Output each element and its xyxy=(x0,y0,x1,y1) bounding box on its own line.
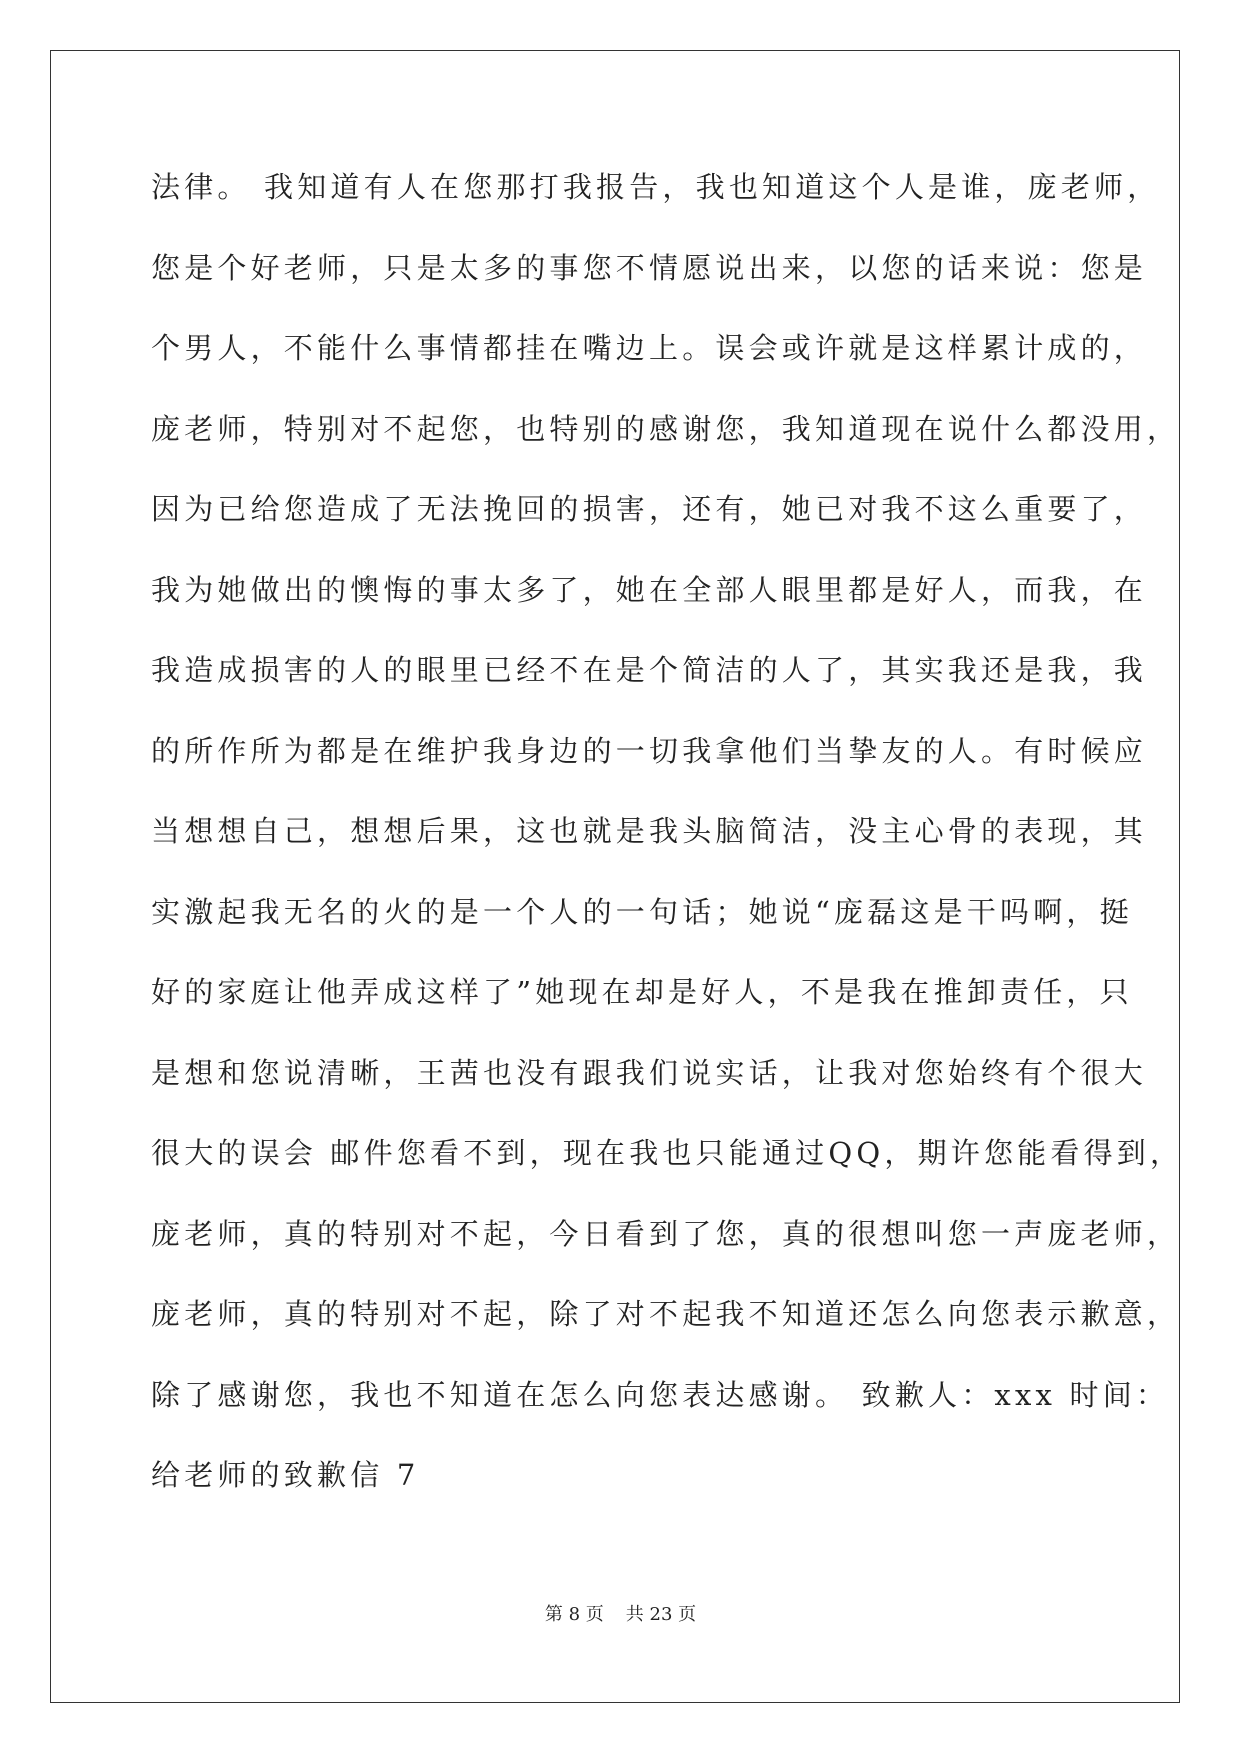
text-line-10: 实激起我无名的火的是一个人的一句话；她说“庞磊这是干吗啊，挺 xyxy=(151,894,1133,929)
text-line-2: 您是个好老师，只是太多的事您不情愿说出来，以您的话来说：您是 xyxy=(151,250,1148,285)
text-line-11: 好的家庭让他弄成这样了”她现在却是好人，不是我在推卸责任，只 xyxy=(151,975,1133,1009)
text-line-15: 庞老师，真的特别对不起，除了对不起我不知道还怎么向您表示歉意， xyxy=(151,1297,1181,1331)
text-line-1: 法律。 我知道有人在您那打我报告，我也知道这个人是谁，庞老师， xyxy=(151,170,1161,204)
text-line-3: 个男人，不能什么事情都挂在嘴边上。误会或许就是这样累计成的， xyxy=(151,331,1148,365)
text-line-7: 我造成损害的人的眼里已经不在是个简洁的人了，其实我还是我，我 xyxy=(151,653,1148,687)
text-line-12: 是想和您说清晰，王茜也没有跟我们说实话，让我对您始终有个很大 xyxy=(151,1055,1148,1090)
page-number-total: 共 23 页 xyxy=(625,1604,697,1625)
text-line-13: 很大的误会 邮件您看不到，现在我也只能通过QQ，期许您能看得到， xyxy=(151,1136,1184,1170)
text-line-16: 除了感谢您，我也不知道在怎么向您表达感谢。 致歉人：xxx 时间： xyxy=(151,1377,1170,1412)
text-line-9: 当想想自己，想想后果，这也就是我头脑简洁，没主心骨的表现，其 xyxy=(151,814,1148,848)
text-line-4: 庞老师，特别对不起您，也特别的感谢您，我知道现在说什么都没用， xyxy=(151,411,1181,446)
page-number-current: 第 8 页 xyxy=(544,1604,604,1625)
section-heading: 给老师的致歉信 7 xyxy=(151,1458,420,1492)
document-body xyxy=(151,163,1184,1532)
text-line-8: 的所作所为都是在维护我身边的一切我拿他们当挚友的人。有时候应 xyxy=(151,733,1148,768)
text-line-5: 因为已给您造成了无法挽回的损害，还有，她已对我不这么重要了， xyxy=(151,492,1148,526)
text-line-6: 我为她做出的懊悔的事太多了，她在全部人眼里都是好人，而我，在 xyxy=(151,572,1148,607)
page-footer xyxy=(0,1600,1241,1626)
text-line-14: 庞老师，真的特别对不起，今日看到了您，真的很想叫您一声庞老师， xyxy=(151,1216,1181,1251)
